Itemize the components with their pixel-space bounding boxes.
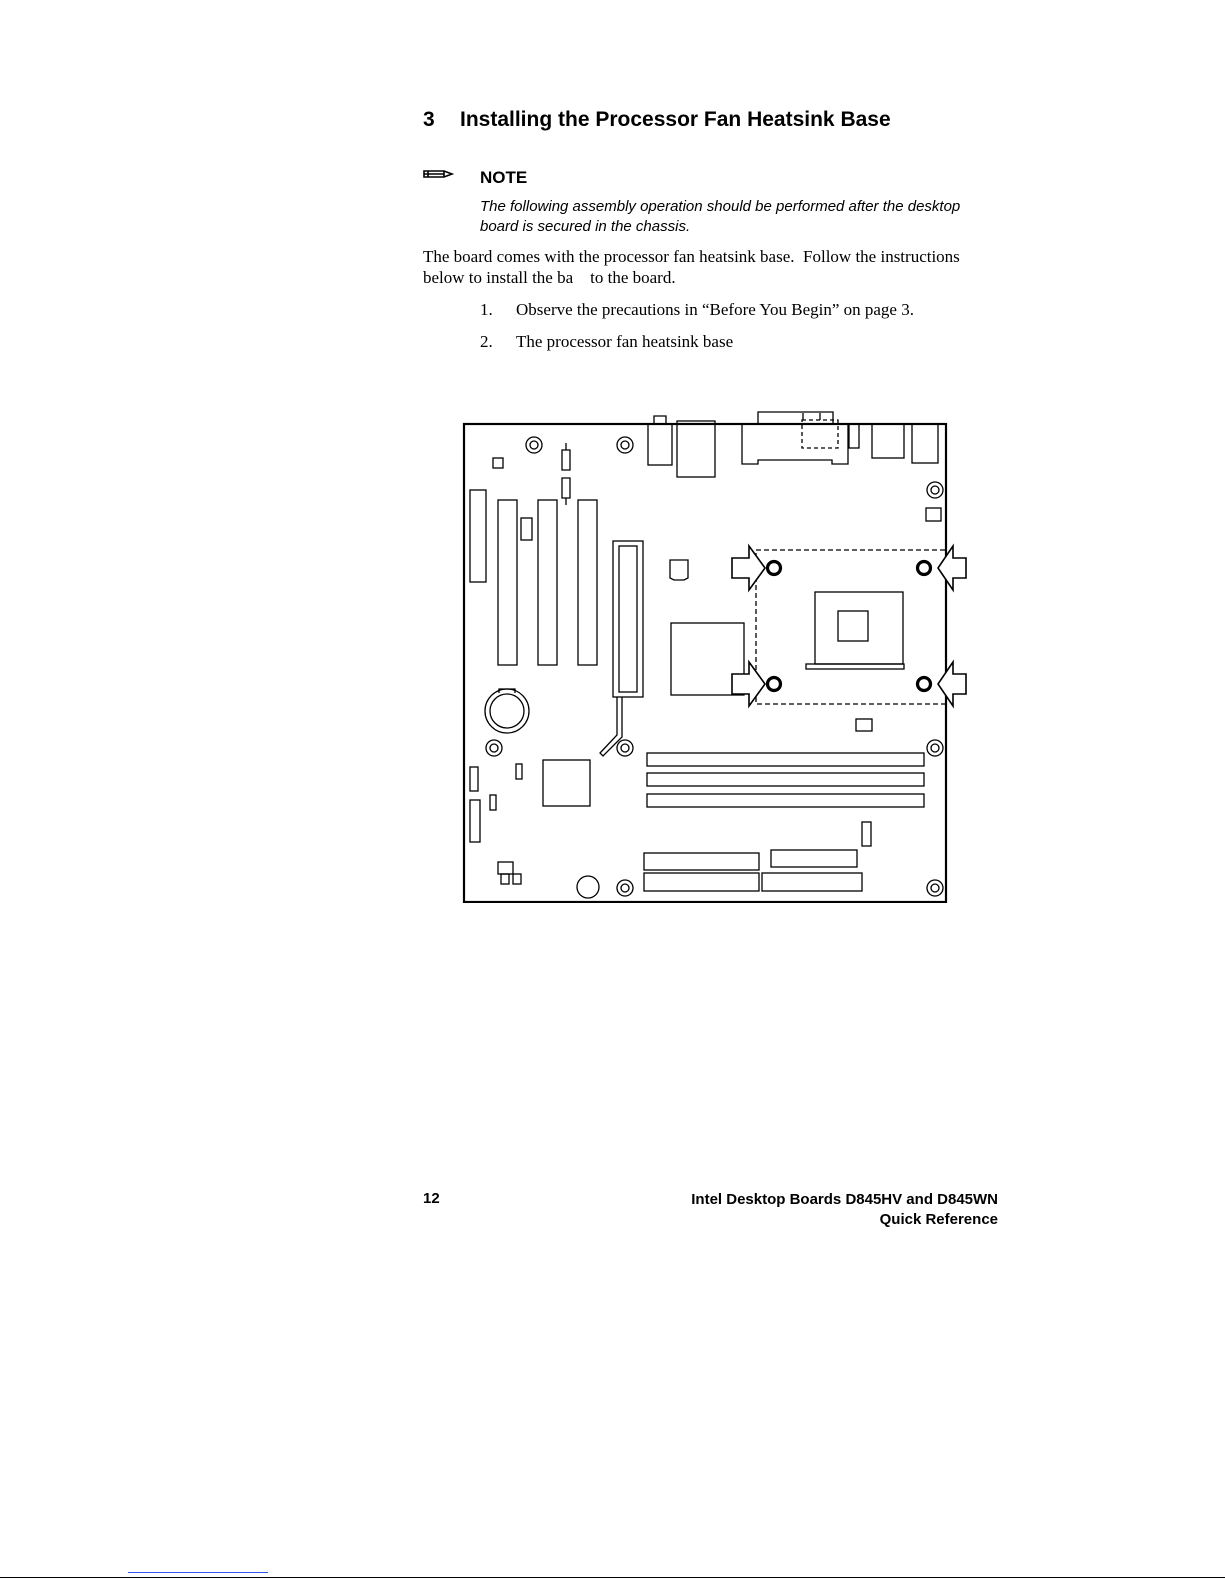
step-text: The processor fan heatsink base <box>516 332 734 351</box>
section-title: Installing the Processor Fan Heatsink Base <box>460 108 891 131</box>
board-outline <box>464 424 946 902</box>
note-label: NOTE <box>480 168 528 187</box>
step-number: 2. <box>480 332 493 351</box>
footer-title-line2: Quick Reference <box>879 1211 998 1228</box>
body-paragraph: The board comes with the processor fan heatsink base. Follow the instructions below to install the ba to the board. <box>423 247 965 287</box>
step-item <box>480 300 914 320</box>
motherboard-diagram <box>455 403 975 903</box>
step-number: 1. <box>480 300 493 319</box>
footer-title-line1: Intel Desktop Boards D845HV and D845WN <box>691 1191 998 1208</box>
step-text: Observe the precautions in “Before You Begin” on page 3. <box>516 300 914 319</box>
pencil-icon <box>422 164 456 184</box>
page-bottom-rule <box>0 1577 1225 1578</box>
note-text: The following assembly operation should be performed after the desktop board is secured in the chassis. <box>480 198 961 235</box>
step-item <box>480 332 733 352</box>
footer-title <box>600 1190 998 1230</box>
section-number: 3 <box>423 108 435 131</box>
footer-page-number: 12 <box>423 1190 440 1207</box>
link-underline[interactable] <box>128 1572 268 1573</box>
section-heading <box>423 108 891 132</box>
